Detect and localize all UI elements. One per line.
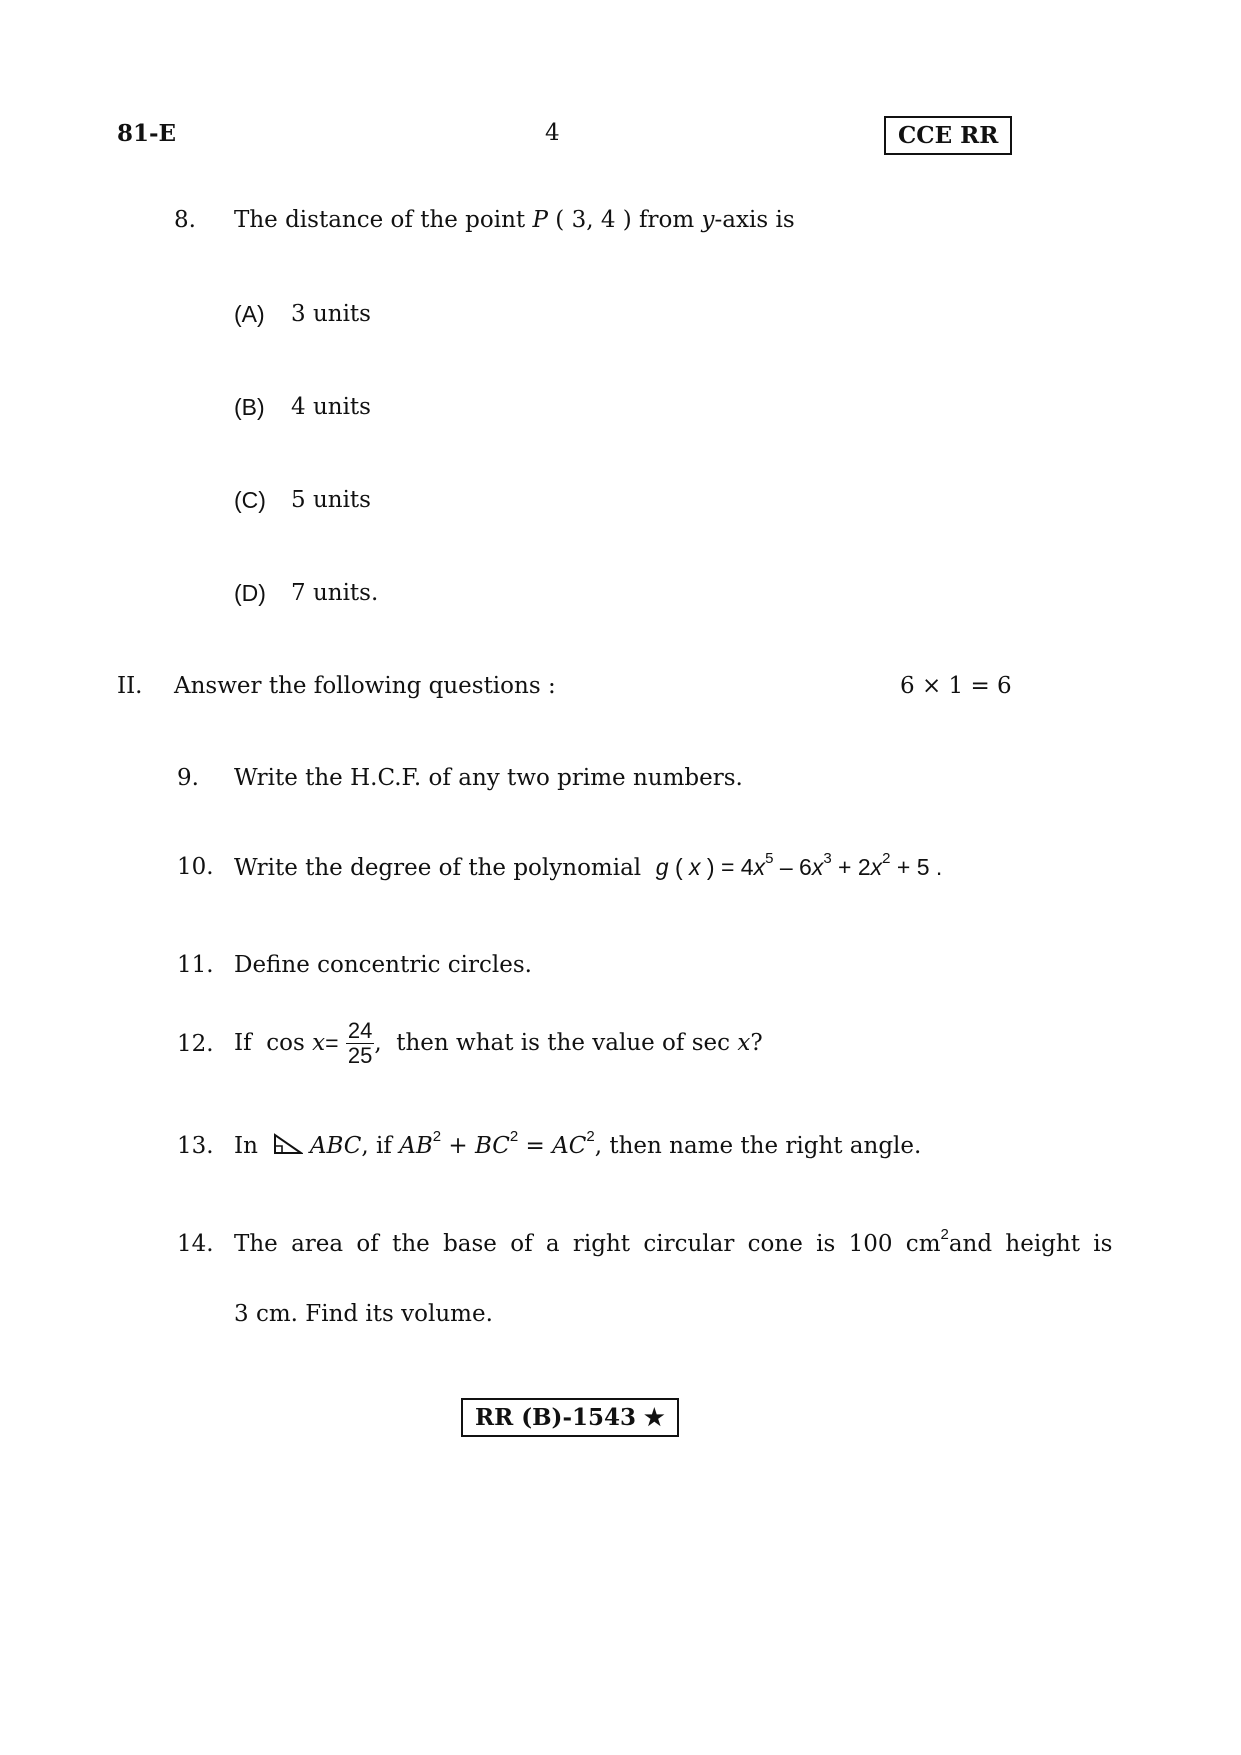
question-11-text: Define concentric circles.	[234, 952, 532, 978]
series-label: CCE RR	[884, 116, 1012, 155]
question-13-text: In ABC, if $AB^2 + BC^2 = AC^2$, then name the right angle.	[234, 1128, 922, 1159]
question-number: 9.	[177, 765, 199, 791]
question-9-text: Write the H.C.F. of any two prime numbers.	[234, 765, 743, 791]
question-number: 12.	[177, 1031, 214, 1057]
question-14-line-2: 3 cm. Find its volume.	[234, 1301, 493, 1327]
section-roman: II.	[117, 673, 143, 699]
paper-code: 81-E	[117, 120, 177, 147]
option-text: 5 units	[291, 487, 371, 513]
option-label: (B)	[234, 394, 265, 420]
option-text: 3 units	[291, 301, 371, 327]
section-marks: 6 × 1 = 6	[900, 673, 1012, 699]
option-label: (C)	[234, 487, 266, 513]
option-text: 7 units.	[291, 580, 379, 606]
option-text: 4 units	[291, 394, 371, 420]
question-14-line-1: The area of the base of a right circular cone is 100 $cm^2$ and height is	[234, 1226, 1113, 1257]
option-label: (D)	[234, 580, 266, 606]
option-label: (A)	[234, 301, 265, 327]
page-number: 4	[545, 120, 560, 146]
question-number: 8.	[174, 207, 196, 233]
question-10-text: Write the degree of the polynomial g ( x ) = $4x^5 - 6x^3 + 2x^2 + 5$ .	[234, 850, 943, 881]
question-12-text: If cos x = $\frac{24}{25}$ , then what is the value of sec x ?	[234, 1018, 763, 1068]
question-number: 13.	[177, 1133, 214, 1159]
section-heading: Answer the following questions :	[174, 673, 556, 699]
question-number: 10.	[177, 854, 214, 880]
footer-code: RR (B)-1543 ★	[461, 1398, 679, 1437]
question-number: 14.	[177, 1231, 214, 1257]
fraction: $\frac{24}{25}$	[347, 1018, 373, 1068]
question-8-text: The distance of the point P ( 3, 4 ) from y-axis is	[234, 207, 795, 233]
right-triangle-icon	[273, 1133, 303, 1155]
question-number: 11.	[177, 952, 214, 978]
